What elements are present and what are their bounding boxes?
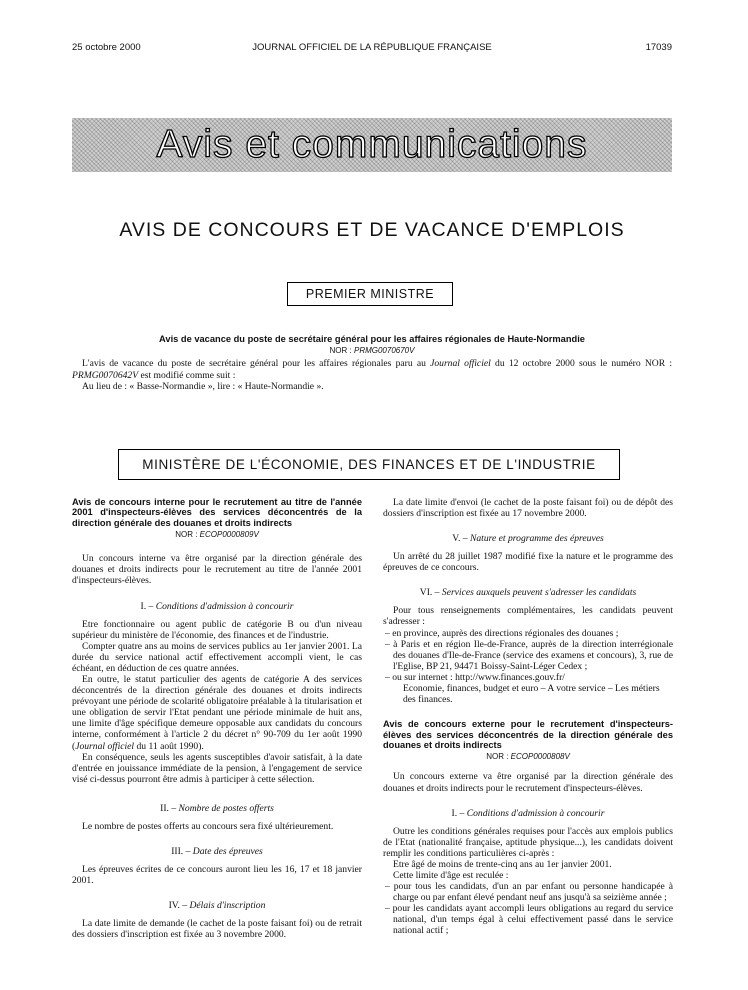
header-page-number: 17039 — [645, 42, 672, 53]
paragraph: Les épreuves écrites de ce concours auront lieu les 16, 17 et 18 janvier 2001. — [72, 864, 362, 887]
banner-title: Avis et communications — [156, 123, 588, 166]
nor-label: NOR : — [486, 752, 509, 762]
paragraph: En outre, le statut particulier des agents de catégorie A des services déconcentrés de la direction générale des douanes et droits indirects prévoyant une période de scolarité obligatoire préalable à la titularisation et une obligation de servir l'Etat pendant une période minimale de huit ans, une limite d'âge spécifique demeure opposable aux candidats du concours interne, conformément à l'article 2 du décret n° 90-709 du 1er août 1990 (Journal officiel du 11 août 1990). — [72, 673, 362, 752]
paragraph: Outre les conditions générales requises pour l'accès aux emplois publics de l'Etat (nationalité française, aptitude physique...), les candidats doivent remplir les conditions particulières ci-après : — [383, 825, 673, 859]
list-item-sub: Economie, finances, budget et euro – A votre service – Les métiers des finances. — [403, 683, 660, 706]
nor-reference — [383, 752, 673, 761]
list-item: – ou sur internet : http://www.finances.gouv.fr/ — [385, 671, 565, 683]
paragraph: Pour tous renseignements complémentaires, les candidats peuvent s'adresser : — [383, 605, 673, 628]
paragraph: Cette limite d'âge est reculée : — [393, 870, 509, 881]
ministry-heading-economie: MINISTÈRE DE L'ÉCONOMIE, DES FINANCES ET DE L'INDUSTRIE — [118, 449, 620, 480]
paragraph: Un concours externe va être organisé par la direction générale des douanes et droits indirects pour le recrutement d'inspecteurs-élèves. — [383, 771, 673, 794]
list-item: – en province, auprès des directions régionales des douanes ; — [385, 627, 619, 639]
section-heading: I. – Conditions d'admission à concourir — [451, 807, 605, 819]
section-heading: VI. – Services auxquels peuvent s'adresser les candidats — [419, 587, 637, 599]
nor-reference — [72, 346, 672, 355]
paragraph: Au lieu de : « Basse-Normandie », lire : « Haute-Normandie ». — [82, 380, 324, 392]
section-heading: IV. – Délais d'inscription — [168, 900, 266, 912]
section-heading: I. – Conditions d'admission à concourir — [140, 600, 294, 612]
notice-title-externe: Avis de concours externe pour le recrutement d'inspecteurs-élèves des services déconcentrés de la direction générale des douanes et droits indirects — [383, 719, 673, 751]
section-banner — [72, 118, 672, 172]
page-title: AVIS DE CONCOURS ET DE VACANCE D'EMPLOIS — [119, 219, 625, 241]
paragraph: L'avis de vacance du poste de secrétaire général pour les affaires régionales paru au Journal officiel du 12 octobre 2000 sous le numéro NOR : PRMG0070642V est modifié comme suit : — [72, 358, 673, 381]
nor-reference — [72, 530, 362, 539]
notice-title-interne: Avis de concours interne pour le recrutement au titre de l'année 2001 d'inspecteurs-élèves des services déconcentrés de la direction générale des douanes et droits indirects — [72, 497, 362, 528]
list-item: – pour tous les candidats, d'un an par enfant ou personne handicapée à charge ou par enfant élevé pendant neuf ans jusqu'à sa seizième année ; — [385, 881, 673, 904]
paragraph: Le nombre de postes offerts au concours sera fixé ultérieurement. — [82, 820, 334, 832]
right-column — [383, 497, 673, 937]
ministry-heading-premier-ministre: PREMIER MINISTRE — [287, 282, 453, 306]
header-date: 25 octobre 2000 — [72, 42, 141, 53]
paragraph: En conséquence, seuls les agents susceptibles d'avoir satisfait, à la date d'entrée en jouissance immédiate de la pension, à l'engagement de service visé ci-dessus pourront être admis à participer à cette sélection. — [72, 751, 362, 785]
nor-code: PRMG0070670V — [353, 346, 415, 356]
left-column — [72, 497, 362, 940]
nor-label: NOR : — [329, 346, 352, 356]
section-heading: V. – Nature et programme des épreuves — [452, 533, 604, 545]
notice-vacance-poste — [72, 334, 672, 392]
paragraph: Un arrêté du 28 juillet 1987 modifié fixe la nature et le programme des épreuves de ce concours. — [383, 551, 673, 574]
list-item: – pour les candidats ayant accompli leurs obligations au regard du service national, d'un temps égal à celui effectivement passé dans le service national actif ; — [385, 903, 673, 937]
header-journal-title: JOURNAL OFFICIEL DE LA RÉPUBLIQUE FRANÇAISE — [252, 42, 492, 53]
notice-title: Avis de vacance du poste de secrétaire général pour les affaires régionales de Haute-Normandie — [159, 334, 585, 344]
section-heading: III. – Date des épreuves — [171, 846, 263, 857]
paragraph: La date limite d'envoi (le cachet de la poste faisant foi) ou de dépôt des dossiers d'inscription est fixée au 17 novembre 2000. — [383, 497, 673, 520]
nor-label: NOR : — [175, 530, 198, 540]
nor-code: ECOP0000809V — [199, 530, 259, 540]
page-header — [72, 42, 672, 56]
list-item: – à Paris et en région Ile-de-France, auprès de la direction interrégionale des douanes d'Ile-de-France (service des examens et concours), 3, rue de l'Eglise, BP 21, 94471 Boissy-Saint-Léger Cedex ; — [385, 638, 673, 672]
section-heading: II. – Nombre de postes offerts — [160, 802, 274, 814]
paragraph: Un concours interne va être organisé par la direction générale des douanes et droits indirects pour le recrutement au titre de l'année 2001 d'inspecteurs-élèves. — [72, 553, 362, 587]
paragraph: Etre âgé de moins de trente-cinq ans au 1er janvier 2001. — [393, 858, 612, 870]
paragraph: Compter quatre ans au moins de services publics au 1er janvier 2001. La durée du service national actif effectivement accompli vient, le cas échéant, en déduction de ces quatre années. — [72, 640, 362, 674]
paragraph: La date limite de demande (le cachet de la poste faisant foi) ou de retrait des dossiers d'inscription est fixée au 3 novembre 2000. — [72, 918, 362, 941]
paragraph: Etre fonctionnaire ou agent public de catégorie B ou d'un niveau supérieur du ministère de l'économie, des finances et de l'industrie. — [72, 618, 362, 641]
nor-code: ECOP0000808V — [510, 752, 570, 762]
